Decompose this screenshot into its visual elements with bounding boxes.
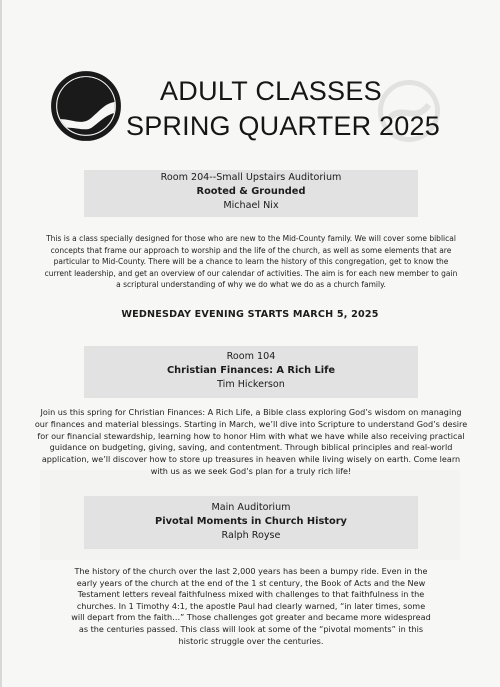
class-title: Rooted & Grounded [196, 186, 306, 197]
class-description: The history of the church over the last 2,000 years has been a bumpy ride. Even in the early years of the church at the end of the 1 st century, the Book of Acts and the New Testament letters reveal faithfulness mixed with challenges to that faithfulness in the churches. In 1 Timothy 4:1, the apostle Paul had clearly warned, “in later times, some will depart from the faith…” Those challenges got greater and became more widespread as the centuries passed. This class will look at some of the “pivotal moments” in this historic struggle over the centuries. [71, 566, 431, 646]
scan-edge [0, 0, 2, 687]
class-room: Room 204--Small Upstairs Auditorium [160, 172, 342, 183]
class-room: Room 104 [226, 351, 276, 362]
class-banner [84, 170, 418, 217]
section-heading: WEDNESDAY EVENING STARTS MARCH 5, 2025 [121, 309, 379, 320]
class-teacher: Michael Nix [223, 200, 279, 211]
class-teacher: Tim Hickerson [217, 379, 285, 390]
class-banner [84, 346, 418, 398]
class-banner [84, 496, 418, 549]
class-title: Christian Finances: A Rich Life [166, 365, 336, 376]
class-description: This is a class specially designed for those who are new to the Mid-County family. We will cover some biblical concepts that frame our approach to worship and the life of the church, as well as some elements that are particular to Mid-County. There will be a chance to learn the history of this congregation, get to know the current leadership, and get an overview of our calendar of activities. The aim is for each new member to gain a scriptural understanding of why we do what we do as a church family. [44, 234, 458, 290]
page-title-line1: ADULT CLASSES [160, 76, 382, 106]
page-title-line2: SPRING QUARTER 2025 [126, 111, 440, 141]
road-circle-logo-icon [50, 70, 122, 142]
class-title: Pivotal Moments in Church History [155, 516, 347, 527]
class-teacher: Ralph Royse [221, 530, 281, 541]
class-room: Main Auditorium [211, 502, 291, 513]
class-description: Join us this spring for Christian Finances: A Rich Life, a Bible class exploring God’s wisdom on managing our finances and material blessings. Starting in March, we’ll dive into Scripture to understand God’s desire for our financial stewardship, learning how to honor Him with what we have while also receiving practical guidance on budgeting, giving, saving, and contentment. Through biblical principles and real-world application, we’ll discover how to store up treasures in heaven while living wisely on earth. Come learn with us as we seek God’s plan for a truly rich life! [34, 407, 468, 476]
